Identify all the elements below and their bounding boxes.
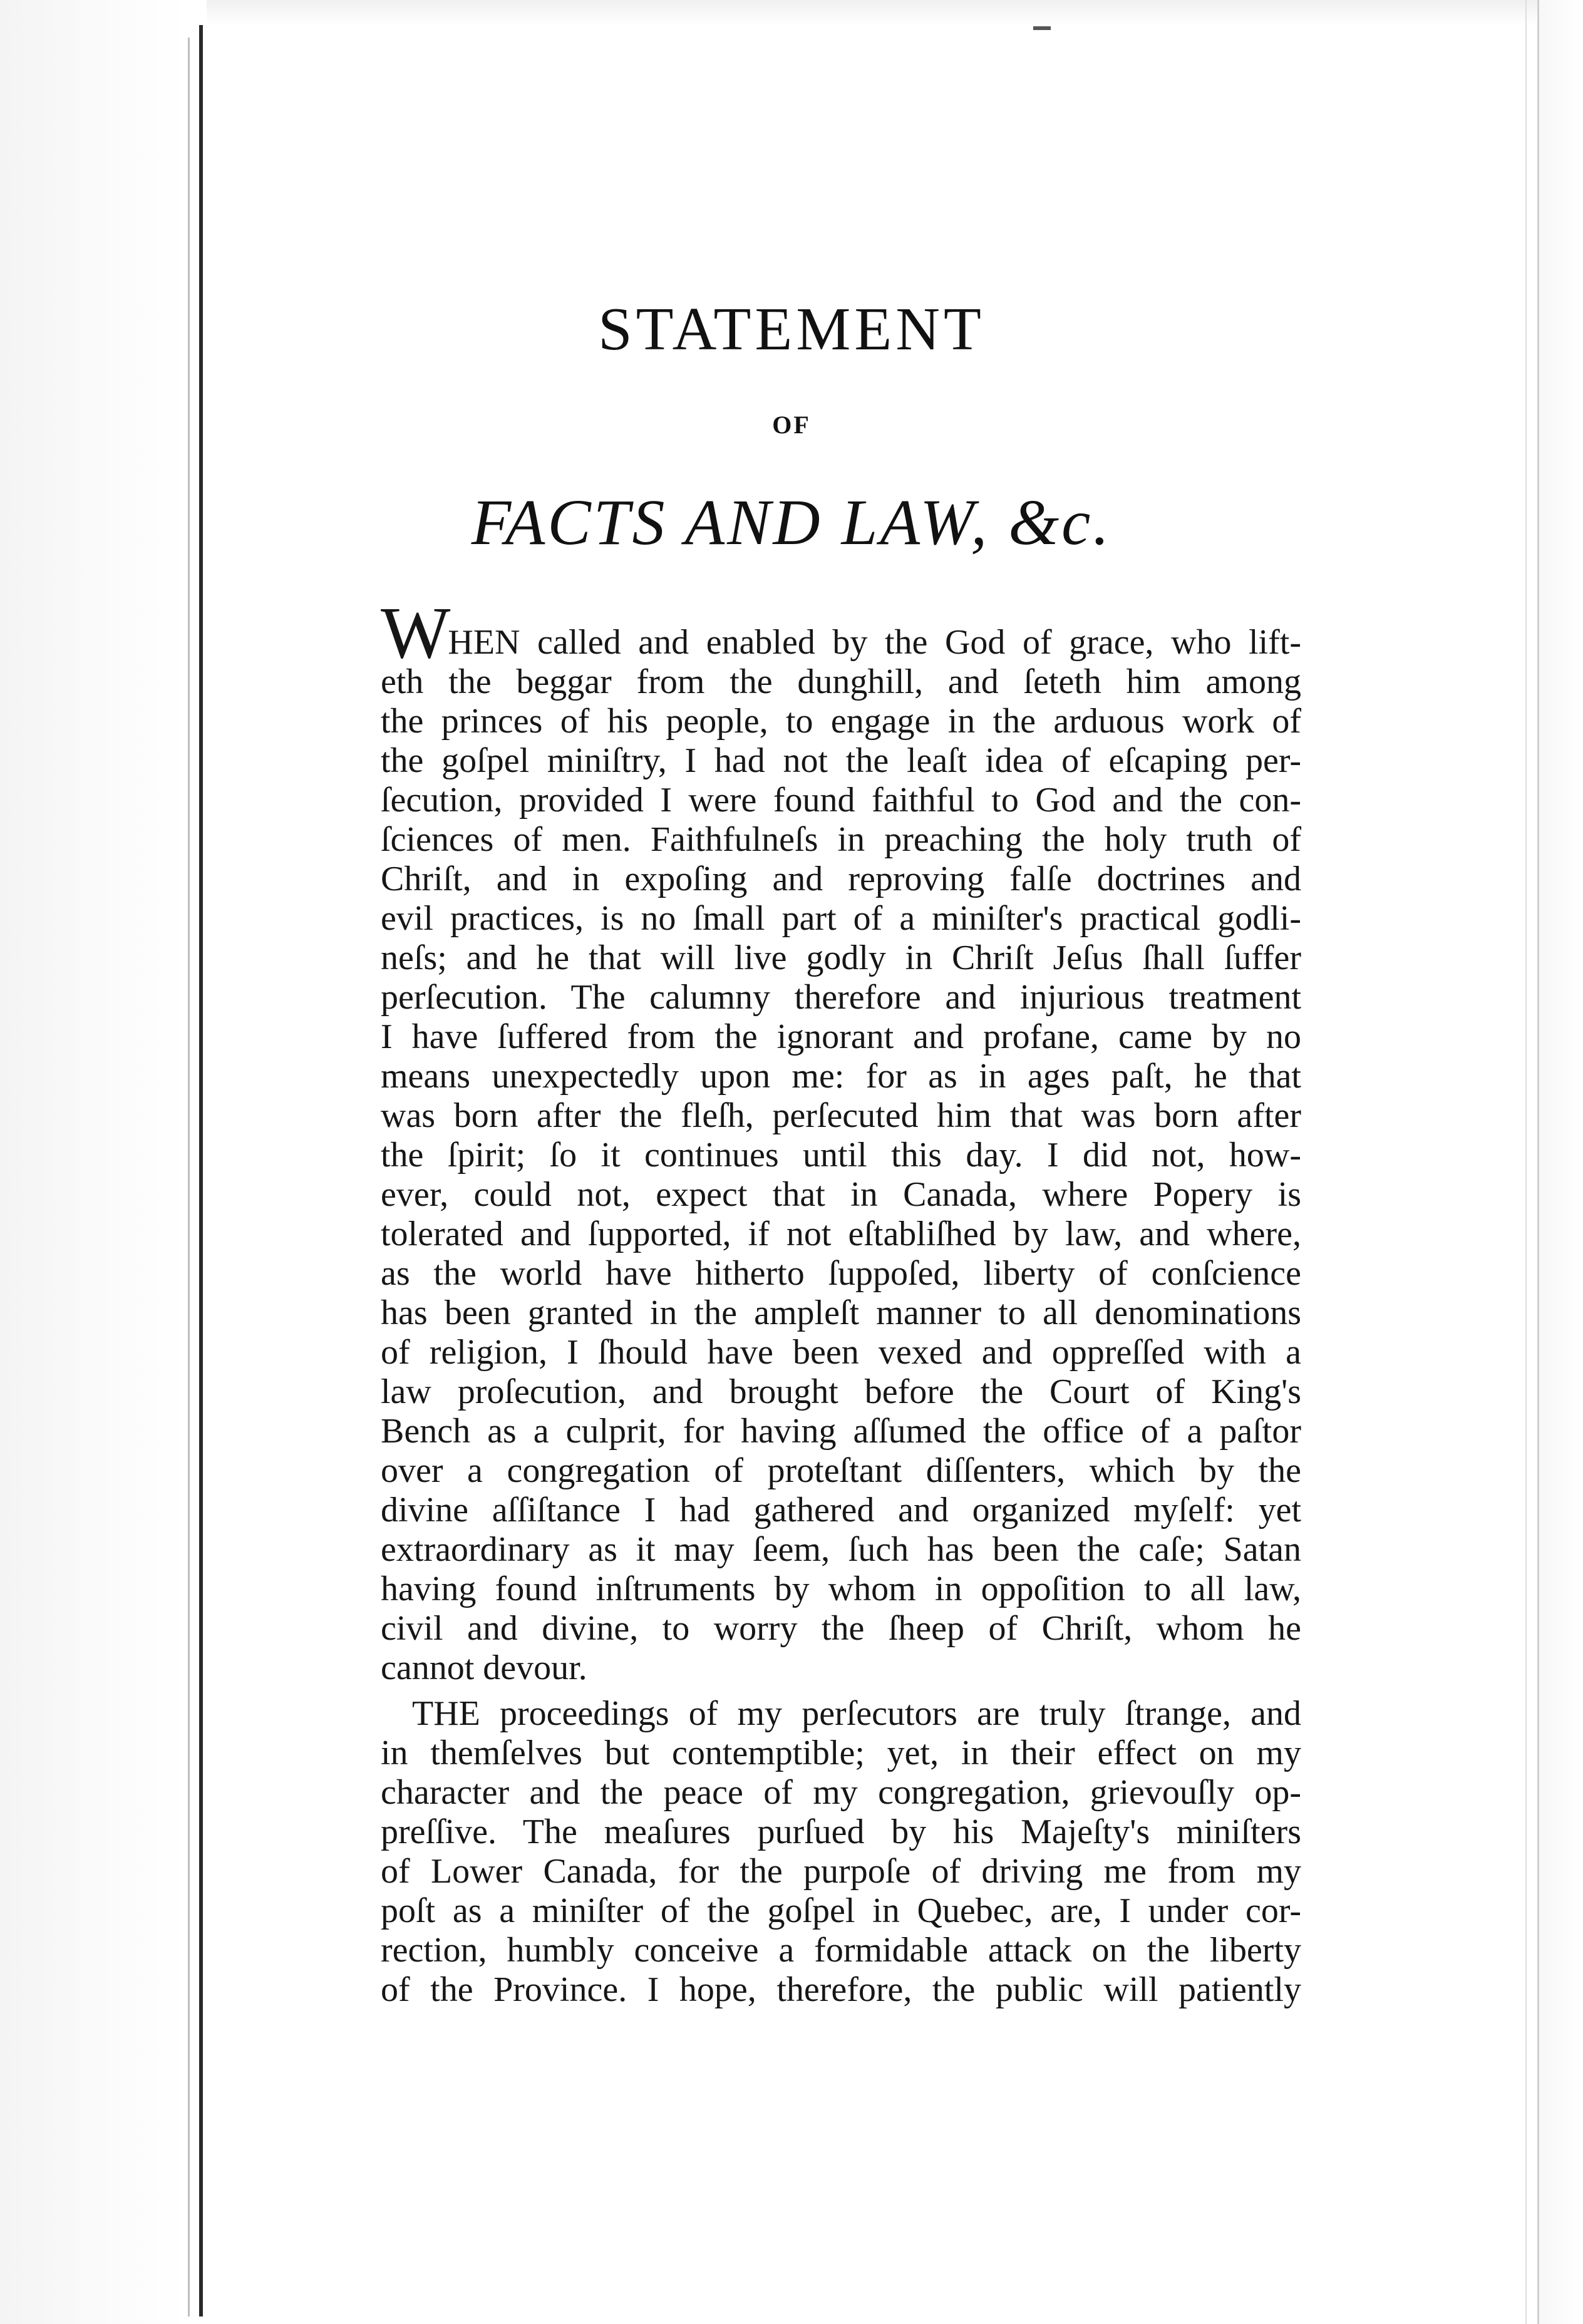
text-line: perſecution. The calumny therefore and injurious treatment — [381, 978, 1301, 1017]
text-line: of religion, I ſhould have been vexed and oppreſſed with a — [381, 1333, 1301, 1372]
text-line: tolerated and ſupported, if not eſtabliſhed by law, and where, — [381, 1215, 1301, 1253]
top-edge-mark — [1033, 26, 1051, 30]
text-line: the goſpel miniſtry, I had not the leaſt idea of eſcaping per- — [381, 741, 1301, 780]
text-line: ſecution, provided I were found faithful to God and the con- — [381, 781, 1301, 820]
text-line: over a congregation of proteſtant diſſenters, which by the — [381, 1451, 1301, 1490]
body-text — [381, 592, 1301, 2010]
text-line: ſciences of men. Faithfulneſs in preaching the holy truth of — [381, 820, 1301, 859]
text-line: civil and divine, to worry the ſheep of Chriſt, whom he — [381, 1609, 1301, 1648]
text-line: as the world have hitherto ſuppoſed, liberty of conſcience — [381, 1254, 1301, 1293]
text-line: character and the peace of my congregation, grievouſly op- — [381, 1773, 1301, 1812]
page-subtitle: FACTS AND LAW, &c. — [471, 486, 1112, 558]
binding-edge-line — [199, 25, 203, 2316]
paragraph-2 — [381, 1694, 1301, 2010]
text-line: extraordinary as it may ſeem, ſuch has been the caſe; Satan — [381, 1530, 1301, 1569]
text-line: neſs; and he that will live godly in Chriſt Jeſus ſhall ſuffer — [381, 938, 1301, 977]
top-page-edge — [207, 0, 1583, 25]
text-line: in themſelves but contemptible; yet, in their effect on my — [381, 1734, 1301, 1772]
text-line — [381, 592, 1301, 674]
text-line: cannot devour. — [381, 1648, 587, 1687]
text-line: preſſive. The meaſures purſued by his Majeſty's miniſters — [381, 1812, 1301, 1851]
text-line: of Lower Canada, for the purpoſe of driving me from my — [381, 1852, 1301, 1891]
text-line: means unexpectedly upon me: for as in ages paſt, he that — [381, 1057, 1301, 1096]
text-line: eth the beggar from the dunghill, and ſeteth him among — [381, 662, 1301, 701]
text-line: having found inſtruments by whom in oppoſition to all law, — [381, 1570, 1301, 1608]
text-line: Chriſt, and in expoſing and reproving falſe doctrines and — [381, 860, 1301, 898]
text-line: was born after the fleſh, perſecuted him that was born after — [381, 1096, 1301, 1135]
text-line: poſt as a miniſter of the goſpel in Quebec, are, I under cor- — [381, 1891, 1301, 1930]
text-line: has been granted in the ampleſt manner to all denominations — [381, 1293, 1301, 1332]
text-line: THE proceedings of my perſecutors are truly ſtrange, and — [412, 1694, 1301, 1733]
text-line: of the Province. I hope, therefore, the public will patiently — [381, 1970, 1301, 2009]
page-title: STATEMENT — [598, 296, 985, 363]
text-line: the ſpirit; ſo it continues until this day. I did not, how- — [381, 1136, 1301, 1175]
paragraph-1 — [381, 592, 1301, 1688]
title-connector: OF — [772, 411, 811, 439]
text-line: Bench as a culprit, for having aſſumed the office of a paſtor — [381, 1412, 1301, 1451]
text-line: ever, could not, expect that in Canada, where Popery is — [381, 1175, 1301, 1214]
text-line: evil practices, is no ſmall part of a miniſter's practical godli- — [381, 899, 1301, 938]
text-line-content: HEN called and enabled by the God of grace, who lift- — [448, 623, 1301, 662]
text-line: the princes of his people, to engage in the arduous work of — [381, 702, 1301, 741]
text-line: rection, humbly conceive a formidable attack on the liberty — [381, 1931, 1301, 1970]
gutter-shadow-line — [188, 38, 190, 2316]
drop-cap: W — [381, 592, 448, 674]
text-line: I have ſuffered from the ignorant and profane, came by no — [381, 1017, 1301, 1056]
text-line: law proſecution, and brought before the Court of King's — [381, 1372, 1301, 1411]
text-line: divine aſſiſtance I had gathered and organized myſelf: yet — [381, 1491, 1301, 1530]
